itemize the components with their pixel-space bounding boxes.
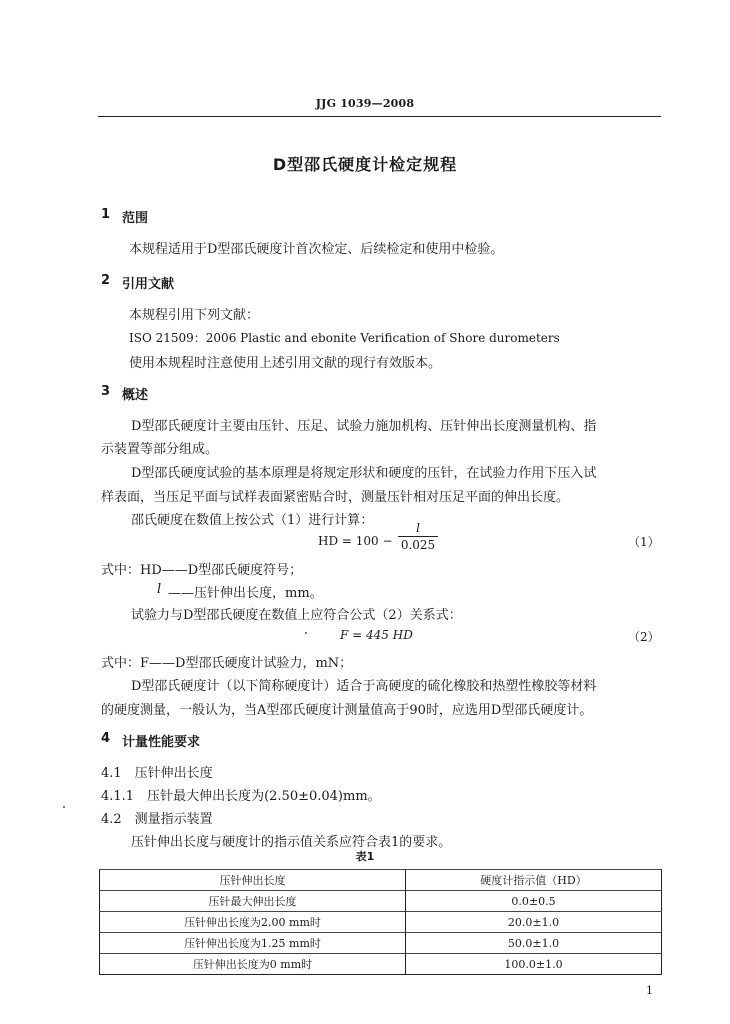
table-cell: 100.0±1.0 xyxy=(406,954,662,975)
document-title: D型邵氏硬度计检定规程 xyxy=(272,155,458,174)
section-2-paragraph-3: 使用本规程时注意使用上述引用文献的现行有效版本。 xyxy=(129,356,442,371)
subsection-4-2: 4.2 测量指示装置 xyxy=(101,812,213,827)
table-cell: 0.0±0.5 xyxy=(406,891,662,912)
section-3-paragraph-5a: D型邵氏硬度计（以下简称硬度计）适合于高硬度的硫化橡胶和热塑性橡胶等材料 xyxy=(131,679,597,694)
section-3-paragraph-2b: 样表面，当压足平面与试样表面紧密贴合时，测量压针相对压足平面的伸出长度。 xyxy=(101,490,570,505)
table-1-caption: 表1 xyxy=(355,850,375,863)
section-2-title: 引用文献 xyxy=(122,277,175,292)
formula-1-lhs: HD = 100 − xyxy=(318,534,393,548)
scan-speck xyxy=(63,806,65,808)
table-1 xyxy=(99,869,662,975)
scan-speck xyxy=(305,632,307,634)
formula-2-number: （2） xyxy=(628,630,660,644)
running-header: JJG 1039—2008 xyxy=(315,97,415,110)
clause-4-1-1: 4.1.1 压针最大伸出长度为(2.50±0.04)mm。 xyxy=(101,789,381,804)
section-3-paragraph-1b: 示装置等部分组成。 xyxy=(101,442,219,457)
table-row xyxy=(100,954,662,975)
formula-1-fraction xyxy=(398,521,438,552)
table-cell: 压针伸出长度为2.00 mm时 xyxy=(100,912,406,933)
section-4-paragraph: 压针伸出长度与硬度计的指示值关系应符合表1的要求。 xyxy=(131,835,452,850)
section-4-number: 4 xyxy=(101,731,111,746)
section-2-reference: ISO 21509：2006 Plastic and ebonite Verification of Shore durometers xyxy=(129,331,560,345)
section-1-title: 范围 xyxy=(122,211,149,226)
table-cell: 压针伸出长度为0 mm时 xyxy=(100,954,406,975)
section-3-paragraph-5b: 的硬度测量，一般认为，当A型邵氏硬度计测量值高于90时，应选用D型邵氏硬度计。 xyxy=(101,703,593,718)
table-row xyxy=(100,912,662,933)
page-number: 1 xyxy=(646,984,653,997)
section-3-paragraph-4: 试验力与D型邵氏硬度在数值上应符合公式（2）关系式： xyxy=(131,608,462,623)
formula-1-denominator: 0.025 xyxy=(400,538,436,552)
table-cell: 压针伸出长度为1.25 mm时 xyxy=(100,933,406,954)
section-1-paragraph: 本规程适用于D型邵氏硬度计首次检定、后续检定和使用中检验。 xyxy=(129,242,504,257)
formula-1-where-symbol: l xyxy=(157,582,162,597)
section-3-paragraph-2a: D型邵氏硬度试验的基本原理是将规定形状和硬度的压针，在试验力作用下压入试 xyxy=(131,466,597,481)
table-header-row xyxy=(100,870,662,891)
formula-1-where-l: ——压针伸出长度，mm。 xyxy=(168,586,323,601)
header-rule xyxy=(98,116,661,117)
section-3-number: 3 xyxy=(101,384,111,399)
section-2-number: 2 xyxy=(101,273,111,288)
section-3-title: 概述 xyxy=(122,388,149,403)
table-cell: 压针最大伸出长度 xyxy=(100,891,406,912)
section-3-paragraph-3: 邵氏硬度在数值上按公式（1）进行计算： xyxy=(131,513,374,528)
table-cell: 20.0±1.0 xyxy=(406,912,662,933)
subsection-4-1: 4.1 压针伸出长度 xyxy=(101,766,213,781)
section-4-title: 计量性能要求 xyxy=(122,735,201,750)
formula-2: F = 445 HD xyxy=(340,628,413,642)
formula-1-where-hd: 式中：HD——D型邵氏硬度符号； xyxy=(101,563,303,578)
table-header-cell: 压针伸出长度 xyxy=(100,870,406,891)
table-cell: 50.0±1.0 xyxy=(406,933,662,954)
formula-2-where: 式中：F——D型邵氏硬度计试验力，mN； xyxy=(101,656,353,671)
table-row xyxy=(100,891,662,912)
section-3-paragraph-1a: D型邵氏硬度计主要由压针、压足、试验力施加机构、压针伸出长度测量机构、指 xyxy=(131,419,597,434)
formula-1-numerator: l xyxy=(416,521,420,535)
section-2-paragraph-1: 本规程引用下列文献： xyxy=(129,308,260,323)
formula-1-number: （1） xyxy=(628,535,660,549)
fraction-bar xyxy=(398,536,438,537)
table-header-cell: 硬度计指示值（HD） xyxy=(406,870,662,891)
section-1-number: 1 xyxy=(101,207,111,222)
table-row xyxy=(100,933,662,954)
